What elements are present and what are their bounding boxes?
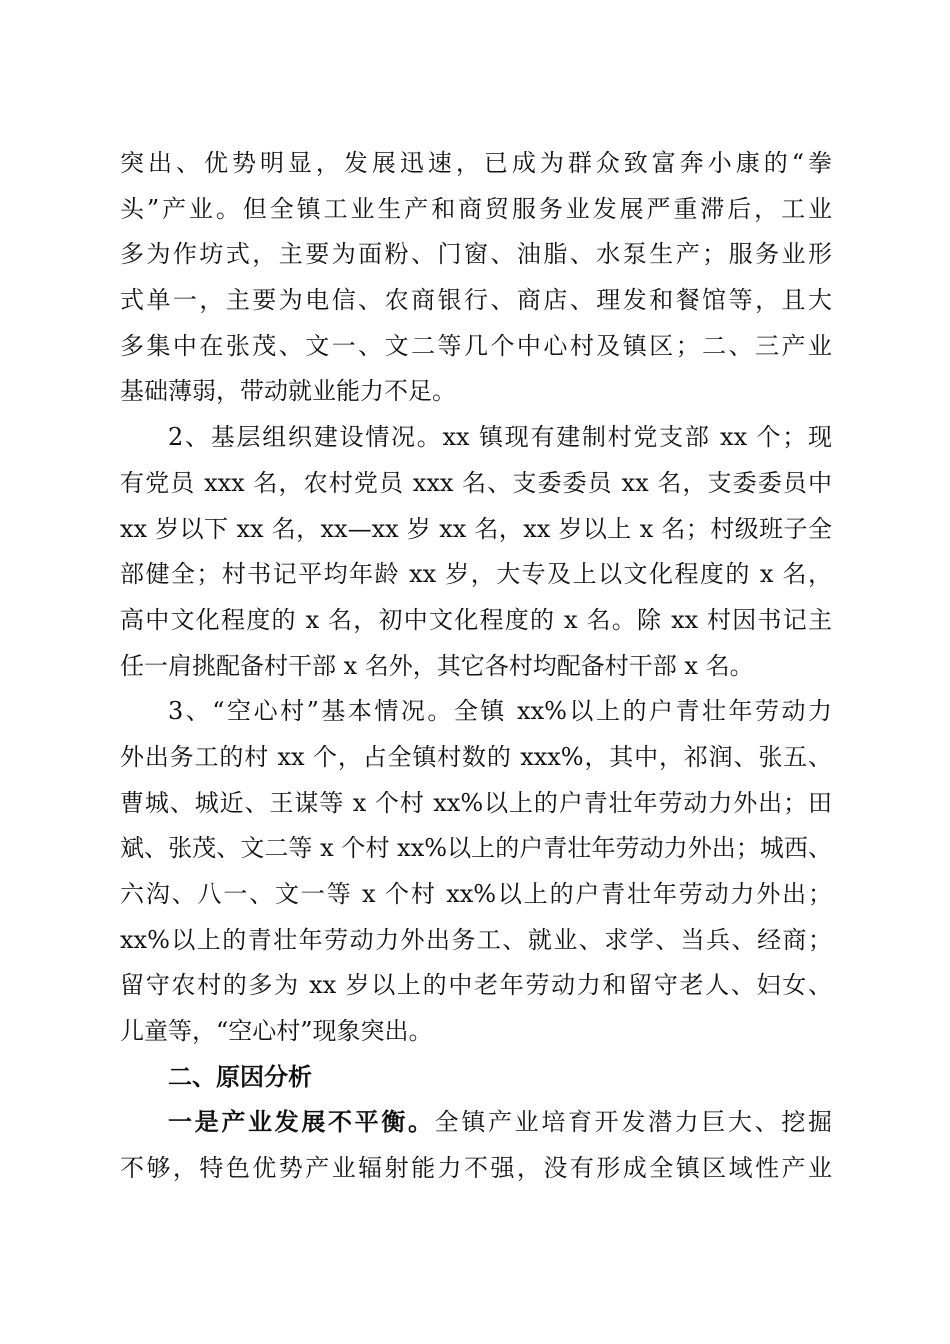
text-line: 曹城、城近、王谋等 x 个村 xx%以上的户青壮年劳动力外出；田 bbox=[120, 788, 832, 817]
text-line: 儿童等，“空心村”现象突出。 bbox=[120, 1017, 433, 1046]
text-line: 3、“空心村”基本情况。全镇 xx%以上的户青壮年劳动力 bbox=[168, 697, 832, 726]
text-line bbox=[120, 1100, 832, 1146]
text-line: 不够，特色优势产业辐射能力不强，没有形成全镇区域性产业 bbox=[120, 1154, 832, 1183]
paragraph-lead: 一是产业发展不平衡。 bbox=[168, 1108, 435, 1137]
text-line: 外出务工的村 xx 个，占全镇村数的 xxx%，其中，祁润、张五、 bbox=[120, 742, 832, 771]
text-line: 多集中在张茂、文一、文二等几个中心村及镇区；二、三产业 bbox=[120, 331, 832, 360]
text-line: 斌、张茂、文二等 x 个村 xx%以上的户青壮年劳动力外出；城西、 bbox=[120, 834, 832, 863]
text-line: 六沟、八一、文一等 x 个村 xx%以上的户青壮年劳动力外出； bbox=[120, 880, 832, 908]
text-line: 突出、优势明显，发展迅速，已成为群众致富奔小康的“拳 bbox=[120, 149, 832, 177]
text-line: 2、基层组织建设情况。xx 镇现有建制村党支部 xx 个；现 bbox=[168, 423, 832, 452]
text-line: 基础薄弱，带动就业能力不足。 bbox=[120, 377, 456, 406]
text-line: 有党员 xxx 名，农村党员 xxx 名、支委委员 xx 名，支委委员中 bbox=[120, 468, 832, 497]
text-line: 头”产业。但全镇工业生产和商贸服务业发展严重滞后，工业 bbox=[120, 194, 832, 223]
text-line: 式单一，主要为电信、农商银行、商店、理发和餐馆等，且大 bbox=[120, 286, 832, 315]
text-line: 留守农村的多为 xx 岁以上的中老年劳动力和留守老人、妇女、 bbox=[120, 971, 832, 1000]
text-line: 多为作坊式，主要为面粉、门窗、油脂、水泵生产；服务业形 bbox=[120, 240, 832, 269]
text-line: xx%以上的青壮年劳动力外出务工、就业、求学、当兵、经商； bbox=[120, 925, 832, 954]
text-line: 任一肩挑配备村干部 x 名外，其它各村均配备村干部 x 名。 bbox=[120, 651, 754, 680]
text-line: 高中文化程度的 x 名，初中文化程度的 x 名。除 xx 村因书记主 bbox=[120, 605, 832, 634]
paragraph-text: 全镇产业培育开发潜力巨大、挖掘 bbox=[434, 1108, 833, 1137]
section-heading: 二、原因分析 bbox=[168, 1062, 312, 1091]
text-line: xx 岁以下 xx 名，xx—xx 岁 xx 名，xx 岁以上 x 名；村级班子全 bbox=[120, 514, 832, 543]
text-line: 部健全；村书记平均年龄 xx 岁，大专及上以文化程度的 x 名， bbox=[120, 560, 832, 589]
document-body bbox=[120, 141, 832, 1192]
